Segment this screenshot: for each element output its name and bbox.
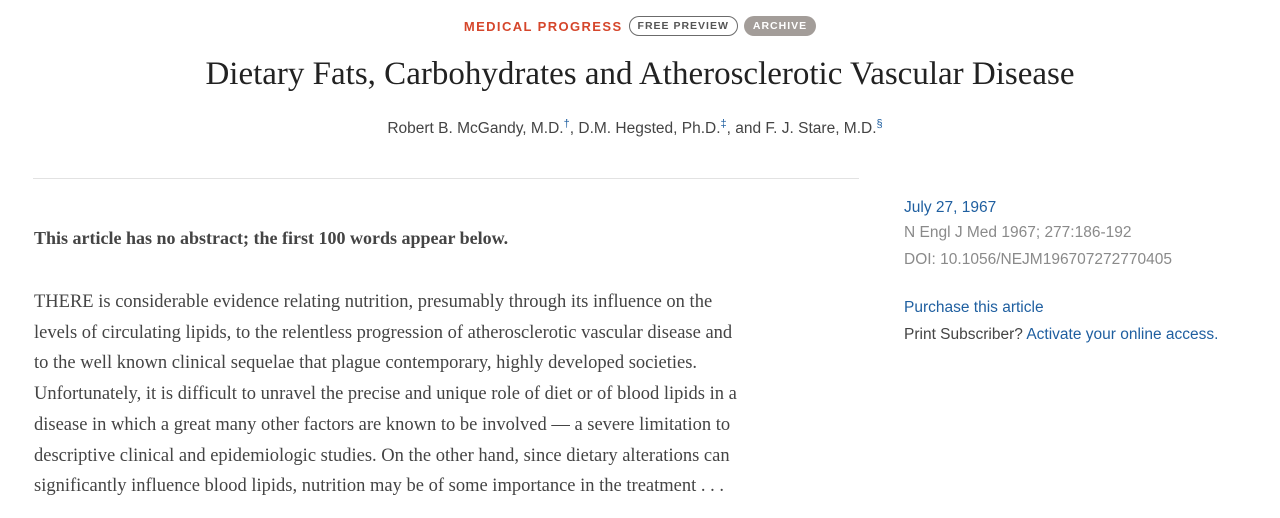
article-body xyxy=(34,228,864,502)
excerpt-line: Unfortunately, it is difficult to unravel the precise and unique role of diet or of blood lipids in a xyxy=(34,384,737,405)
excerpt-line: levels of circulating lipids, to the relentless progression of atherosclerotic vascular disease and xyxy=(34,322,733,343)
publication-date[interactable]: July 27, 1967 xyxy=(904,199,997,216)
author-name-stare[interactable]: F. J. Stare, M.D. xyxy=(765,120,877,138)
article-sidebar xyxy=(904,197,1264,348)
excerpt-line: significantly influence blood lipids, nutrition may be of some importance in the treatment . . . xyxy=(34,476,724,497)
doi: DOI: 10.1056/NEJM196707272770405 xyxy=(904,251,1173,268)
no-abstract-notice: This article has no abstract; the first 100 words appear below. xyxy=(34,228,509,248)
author-name-mcgandy[interactable]: Robert B. McGandy, M.D. xyxy=(387,120,564,138)
author-name-hegsted[interactable]: D.M. Hegsted, Ph.D. xyxy=(578,120,721,138)
free-preview-badge: FREE PREVIEW xyxy=(629,16,738,36)
author-separator: , xyxy=(569,120,579,138)
activate-online-access-link[interactable]: Activate your online access. xyxy=(1026,326,1219,343)
article-excerpt xyxy=(34,287,864,502)
affiliation-mark-double-dagger[interactable]: ‡ xyxy=(720,118,727,130)
excerpt-line: to the well known clinical sequelae that plague contemporary, highly developed societies. xyxy=(34,353,698,374)
article-type-row xyxy=(0,16,1280,36)
author-list xyxy=(0,118,1270,138)
excerpt-line: disease in which a great many other factors are known to be involved — a severe limitation to xyxy=(34,414,731,435)
excerpt-line: descriptive clinical and epidemiologic studies. On the other hand, since dietary alterations can xyxy=(34,445,730,466)
article-title: Dietary Fats, Carbohydrates and Atherosclerotic Vascular Disease xyxy=(205,56,1075,92)
affiliation-mark-section[interactable]: § xyxy=(876,118,883,130)
header-divider xyxy=(33,178,859,179)
citation: N Engl J Med 1967; 277:186-192 xyxy=(904,224,1132,241)
subscriber-prefix: Print Subscriber? xyxy=(904,326,1027,343)
excerpt-line: THERE is considerable evidence relating nutrition, presumably through its influence on the xyxy=(34,292,713,312)
affiliation-mark-dagger[interactable]: † xyxy=(563,118,570,130)
section-link-medical-progress[interactable]: MEDICAL PROGRESS xyxy=(463,18,623,34)
archive-badge: ARCHIVE xyxy=(744,16,816,36)
print-subscriber-prompt xyxy=(904,321,1264,348)
purchase-article-link[interactable]: Purchase this article xyxy=(904,299,1044,316)
author-separator: , and xyxy=(726,120,766,138)
